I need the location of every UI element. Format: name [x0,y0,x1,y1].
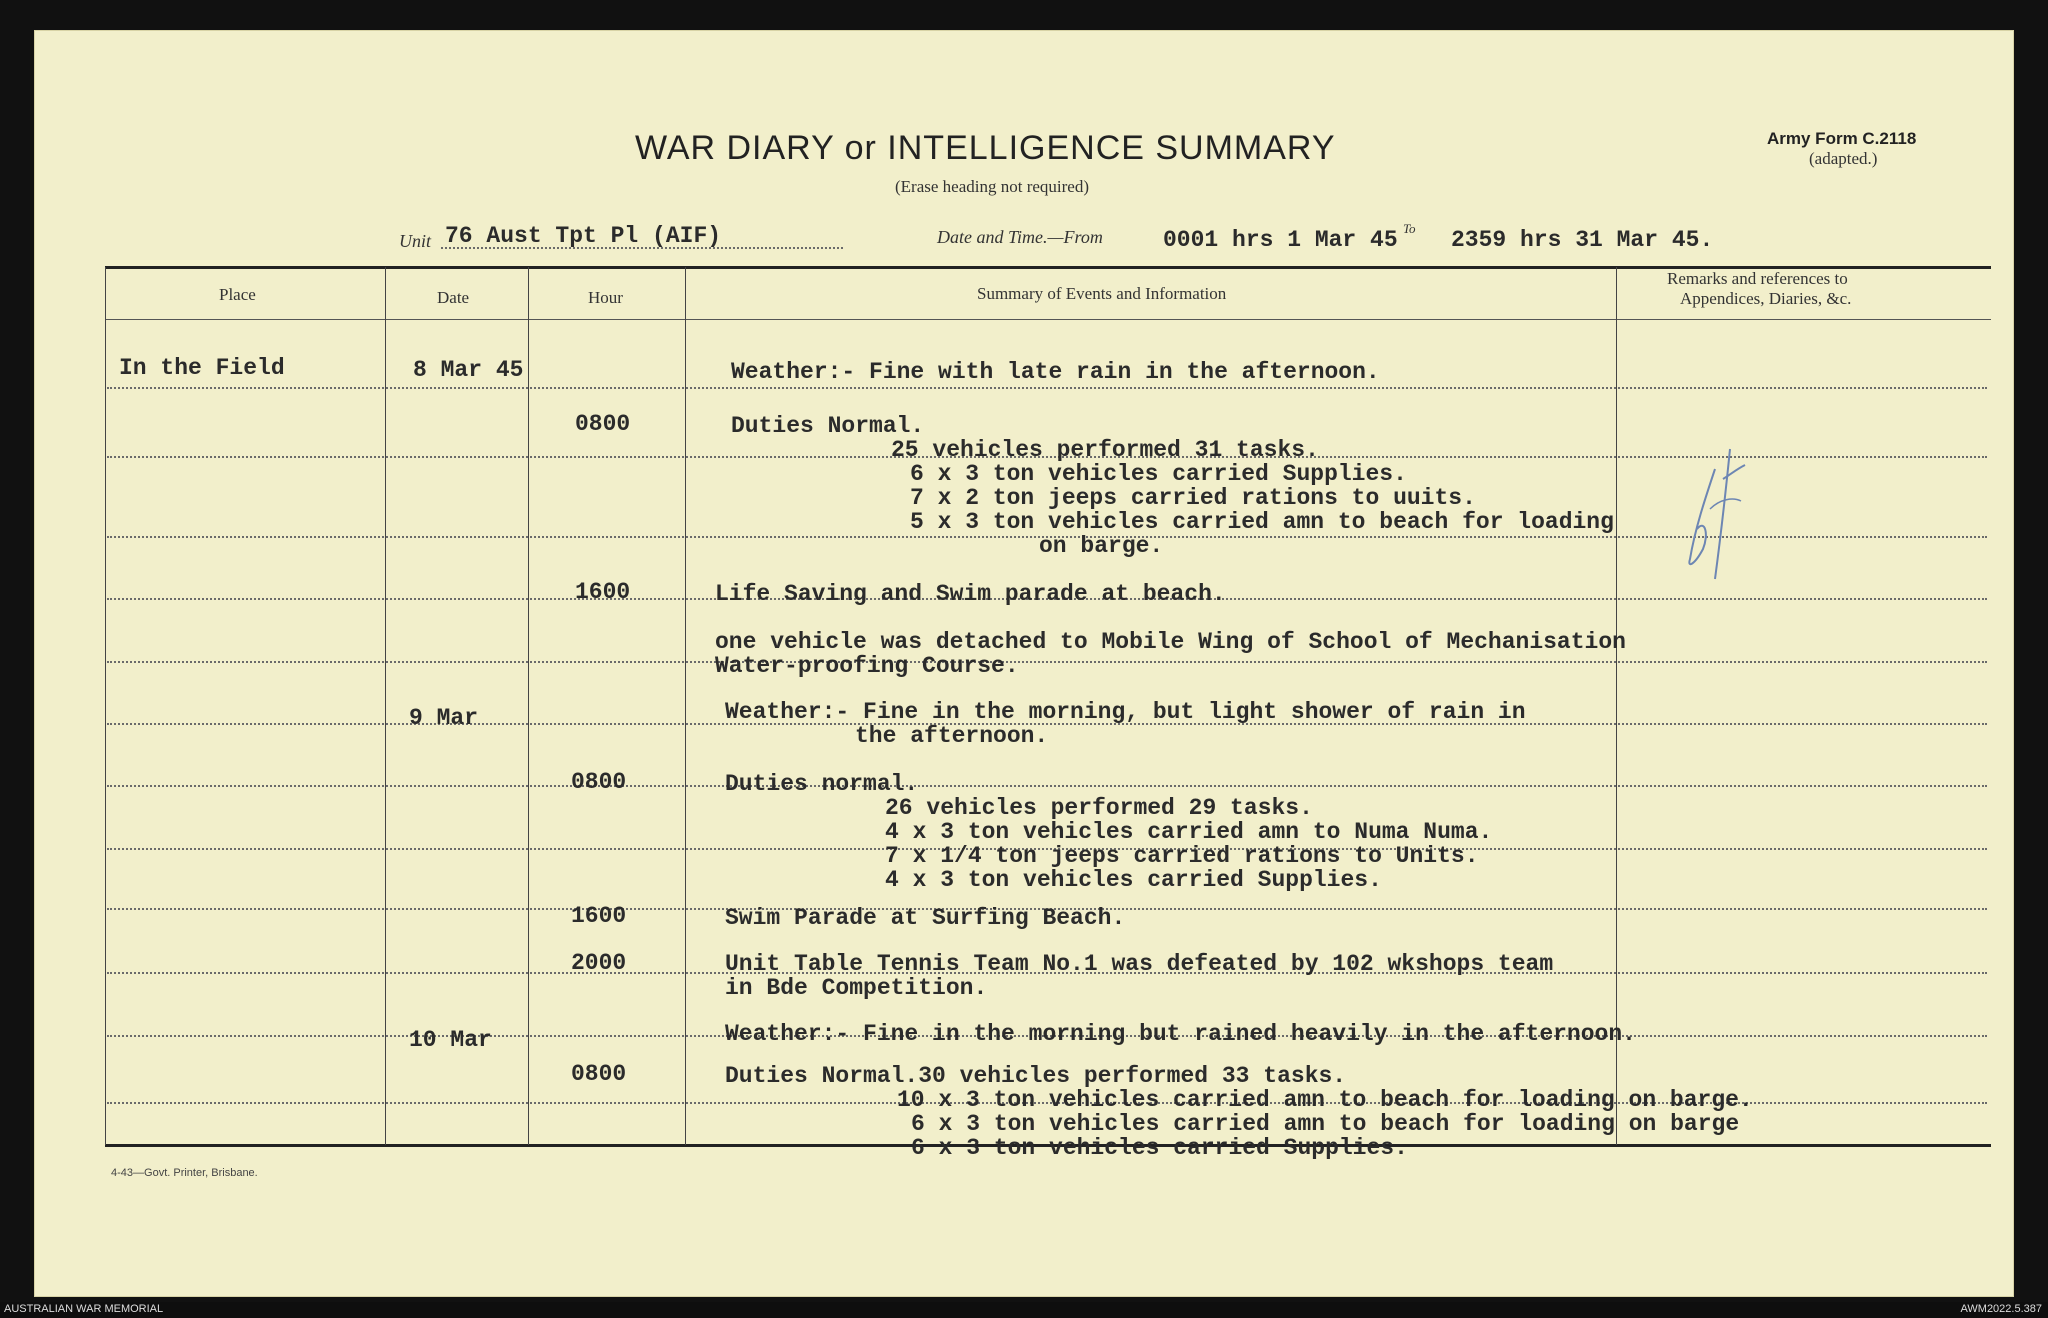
summary-line: 6 x 3 ton vehicles carried Supplies. [911,1135,1408,1161]
column-divider-place-date [385,267,386,1145]
form-subtitle: (Erase heading not required) [895,177,1089,196]
column-header-date: Date [437,288,470,307]
to-label: To [1403,221,1416,236]
summary-line: Weather:- Fine in the morning but rained heavily in the afternoon. [725,1021,1636,1047]
army-form-adapted: (adapted.) [1809,149,1878,168]
summary-line: Duties Normal.30 vehicles performed 33 tasks. [725,1063,1347,1089]
date-entry: 10 Mar [409,1027,492,1053]
summary-line: 26 vehicles performed 29 tasks. [885,795,1313,821]
archive-footer [0,1302,2048,1318]
ruled-line [107,785,1987,787]
summary-line: in Bde Competition. [725,975,988,1001]
summary-line: Swim Parade at Surfing Beach. [725,905,1126,931]
summary-line: 7 x 2 ton jeeps carried rations to uuits. [910,485,1476,511]
column-header-remarks-line1: Remarks and references to [1667,269,1848,288]
unit-label: Unit [399,231,432,251]
printer-imprint: 4-43—Govt. Printer, Brisbane. [111,1167,258,1179]
archive-reference: AWM2022.5.387 [1960,1303,2042,1315]
column-header-hour: Hour [588,288,623,307]
summary-line: Duties Normal. [731,413,925,439]
hour-entry: 1600 [575,579,631,605]
summary-line: Weather:- Fine with late rain in the afternoon. [731,359,1380,385]
handwritten-initials-signature [1675,439,1765,589]
summary-line: 5 x 3 ton vehicles carried amn to beach for loading [910,509,1614,535]
diary-page [34,30,2014,1297]
hour-entry: 1600 [571,903,627,929]
hour-entry: 0800 [575,411,631,437]
summary-line: 6 x 3 ton vehicles carried Supplies. [910,461,1407,487]
summary-line: Water-proofing Course. [715,653,1019,679]
unit-value: 76 Aust Tpt Pl (AIF) [445,223,722,249]
place-entry: In the Field [119,355,285,381]
column-divider-summary-remarks [1616,267,1617,1145]
summary-line: the afternoon. [855,723,1049,749]
summary-line: one vehicle was detached to Mobile Wing of School of Mechanisation [715,629,1626,655]
ruled-line [107,387,1987,389]
summary-line: 6 x 3 ton vehicles carried amn to beach for loading on barge [911,1111,1740,1137]
summary-line: Weather:- Fine in the morning, but light shower of rain in [725,699,1526,725]
column-divider-hour-summary [685,267,686,1145]
column-border-left [105,267,106,1145]
summary-line: Unit Table Tennis Team No.1 was defeated by 102 wkshops team [725,951,1554,977]
hour-entry: 2000 [571,950,627,976]
army-form-number: Army Form C.2118 [1767,129,1917,148]
summary-line: 7 x 1/4 ton jeeps carried rations to Units. [885,843,1479,869]
summary-line: 4 x 3 ton vehicles carried amn to Numa Numa. [885,819,1493,845]
date-entry: 8 Mar 45 [413,357,524,383]
archive-name: AUSTRALIAN WAR MEMORIAL [4,1303,164,1315]
date-entry: 9 Mar [409,705,479,731]
summary-line: 4 x 3 ton vehicles carried Supplies. [885,867,1382,893]
summary-line: on barge. [1039,533,1164,559]
header-divider [105,319,1991,320]
column-header-place: Place [219,285,256,304]
hour-entry: 0800 [571,769,627,795]
date-to-value: 2359 hrs 31 Mar 45. [1451,227,1714,253]
unit-dotted-line [441,247,843,249]
summary-line: 25 vehicles performed 31 tasks. [891,437,1319,463]
column-divider-date-hour [528,267,529,1145]
ruled-line [107,661,1987,663]
summary-line: Life Saving and Swim parade at beach. [715,581,1226,607]
hour-entry: 0800 [571,1061,627,1087]
date-time-label: Date and Time.—From [937,227,1103,247]
column-header-summary: Summary of Events and Information [977,284,1227,303]
date-from-value: 0001 hrs 1 Mar 45 [1163,227,1398,253]
summary-line: 10 x 3 ton vehicles carried amn to beach for loading on barge. [897,1087,1753,1113]
summary-line: Duties normal. [725,771,919,797]
column-header-remarks-line2: Appendices, Diaries, &c. [1680,289,1852,308]
form-title: WAR DIARY or INTELLIGENCE SUMMARY [635,129,1336,167]
